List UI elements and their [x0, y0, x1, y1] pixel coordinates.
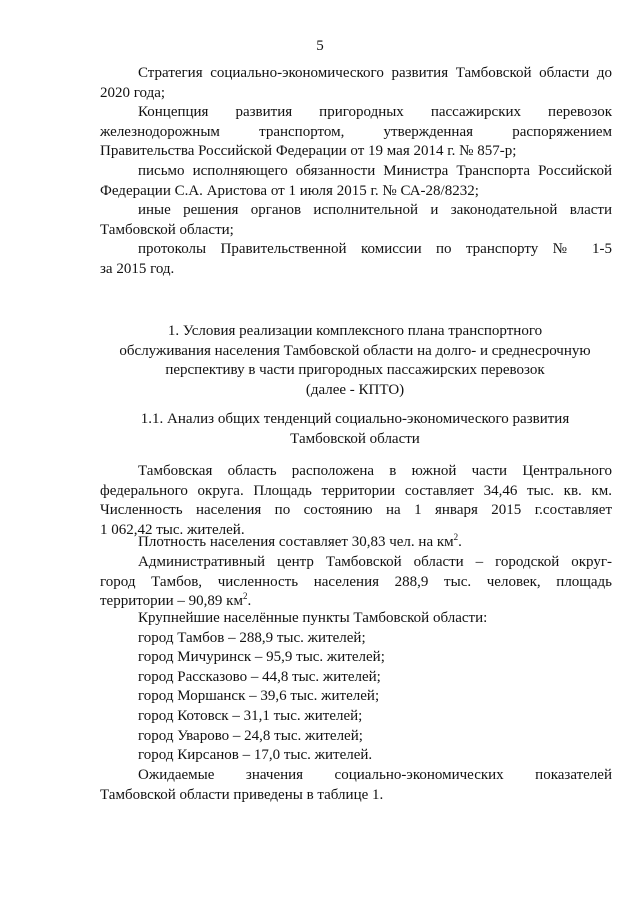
- basis-protocols: [100, 240, 612, 279]
- heading-line: Тамбовской области: [290, 430, 420, 447]
- punctuation: .: [247, 593, 252, 610]
- text-line: Численность населения по состоянию на 1 января 2015 г.составляет: [100, 502, 612, 519]
- region-description: [100, 462, 612, 540]
- basis-concept: [100, 103, 612, 162]
- text-line: железнодорожным транспортом, утвержденная распоряжением: [100, 123, 612, 140]
- cities-list: [100, 609, 612, 766]
- text-line: 2020 года;: [100, 84, 166, 101]
- text-line: Административный центр Тамбовской области – городской округ-: [138, 554, 612, 570]
- list-item: город Тамбов – 288,9 тыс. жителей;: [138, 629, 366, 646]
- text-line: письмо исполняющего обязанности Министра Транспорта Российской: [138, 163, 612, 179]
- area-text: территории – 90,89 км: [100, 593, 243, 610]
- population-density: [100, 533, 612, 553]
- list-item: город Мичуринск – 95,9 тыс. жителей;: [138, 649, 385, 666]
- text-line: Федерации С.А. Аристова от 1 июля 2015 г. № СА-28/8232;: [100, 182, 479, 199]
- text-line: [100, 533, 612, 553]
- basis-strategy: [100, 64, 612, 103]
- punctuation: .: [458, 534, 462, 550]
- superscript: 2: [453, 532, 459, 542]
- heading-line: 1. Условия реализации комплексного плана транспортного: [167, 323, 543, 339]
- superscript: 2: [242, 591, 248, 602]
- heading-line: 1.1. Анализ общих тенденций социально-экономического развития: [140, 411, 570, 427]
- text-line: Ожидаемые значения социально-экономических показателей: [138, 767, 612, 783]
- list-item: город Котовск – 31,1 тыс. жителей;: [138, 707, 363, 724]
- text-line: город Тамбов, численность населения 288,9 тыс. человек, площадь: [100, 573, 612, 590]
- text-line: Тамбовской области;: [100, 221, 234, 238]
- list-item: город Уварово – 24,8 тыс. жителей;: [138, 727, 363, 744]
- heading-line: перспективу в части пригородных пассажирских перевозок: [165, 362, 545, 379]
- text-line: Стратегия социально-экономического развития Тамбовской области до: [138, 65, 612, 81]
- expected-values: [100, 766, 612, 805]
- text-line: 1 062,42 тыс. жителей.: [100, 521, 245, 538]
- text-line: Тамбовской области приведены в таблице 1.: [100, 786, 384, 803]
- admin-center: [100, 553, 612, 612]
- text-line: Концепция развития пригородных пассажирских перевозок: [138, 104, 612, 120]
- page-number: 5: [316, 38, 324, 54]
- heading-line: (далее - КПТО): [305, 381, 405, 398]
- text-line: федерального округа. Площадь территории составляет 34,46 тыс. кв. км.: [100, 482, 612, 499]
- list-item: город Рассказово – 44,8 тыс. жителей;: [138, 668, 381, 685]
- density-text: Плотность населения составляет 30,83 чел. на км: [138, 534, 454, 550]
- list-item: город Кирсанов – 17,0 тыс. жителей.: [138, 747, 373, 764]
- basis-decisions: [100, 201, 612, 240]
- text-line: Правительства Российской Федерации от 19 мая 2014 г. № 857-р;: [100, 143, 517, 160]
- list-item: город Моршанск – 39,6 тыс. жителей;: [138, 688, 380, 705]
- text-line: за 2015 год.: [100, 260, 175, 277]
- section-1-1-heading: [90, 410, 620, 449]
- text-line: протоколы Правительственной комиссии по транспорту № 1-5: [138, 241, 612, 257]
- basis-letter: [100, 162, 612, 201]
- section-1-heading: [90, 322, 620, 400]
- cities-heading: Крупнейшие населённые пункты Тамбовской области:: [138, 610, 488, 626]
- heading-line: обслуживания населения Тамбовской области на долго- и среднесрочную: [119, 342, 591, 359]
- text-line: иные решения органов исполнительной и законодательной власти: [138, 202, 612, 218]
- text-line: Тамбовская область расположена в южной части Центрального: [138, 463, 612, 479]
